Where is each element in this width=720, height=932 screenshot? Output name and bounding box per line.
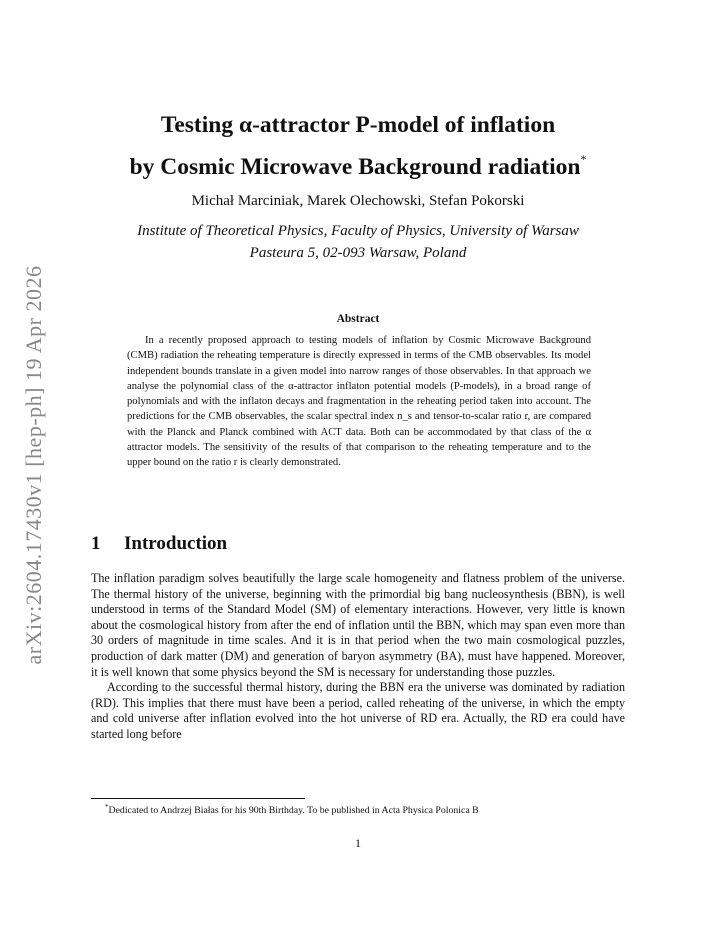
abstract-heading: Abstract xyxy=(336,313,380,325)
body-paragraph-1: The inflation paradigm solves beautifully the large scale homogeneity and flatness problem of the universe. The thermal history of the universe, beginning with the primordial big bang nucleosynthesis (BBN), is well understood in terms of the Standard Model (SM) of elementary interactions. However, very little is known about the cosmological history from after the end of inflation until the BBN, which may span even more than 30 orders of magnitude in time scales. And it is in that period when the two main cosmological puzzles, production of dark matter (DM) and generation of baryon asymmetry (BA), must have happened. Moreover, it is well known that some physics beyond the SM is necessary for understanding those puzzles. xyxy=(91,571,625,679)
title-line-2-text: by Cosmic Microwave Background radiation xyxy=(129,154,581,180)
affiliation-line-2: Pasteura 5, 02-093 Warsaw, Poland xyxy=(249,245,467,261)
author-list: Michał Marciniak, Marek Olechowski, Stefan Pokorski xyxy=(191,193,525,209)
title-line-1: Testing α-attractor P-model of inflation xyxy=(160,112,556,138)
section-heading xyxy=(91,533,227,555)
footnote-divider xyxy=(91,798,305,799)
footnote-mark: * xyxy=(105,803,109,811)
page-number: 1 xyxy=(355,836,361,850)
title-footnote-mark: * xyxy=(580,152,587,166)
affiliation xyxy=(90,220,626,264)
footnote-text: Dedicated to Andrzej Białas for his 90th Birthday. To be published in Acta Physica Polonica B xyxy=(108,805,479,816)
paper-title xyxy=(90,108,626,184)
section-number: 1 xyxy=(91,533,101,554)
title-line-2 xyxy=(90,142,626,184)
affiliation-line-1: Institute of Theoretical Physics, Faculty of Physics, University of Warsaw xyxy=(137,223,579,239)
abstract-text: In a recently proposed approach to testing models of inflation by Cosmic Microwave Background (CMB) radiation the reheating temperature is directly expressed in terms of the CMB observables. Its model independent bounds translate in a given model into narrow ranges of those observables. In that approach we analyse the polynomial class of the α-attractor inflaton potential models (P-models), in a broad range of polynomials and with the inflaton decays and fragmentation in the reheating period taken into account. The predictions for the CMB observables, the scalar spectral index n_s and tensor-to-scalar ratio r, are compared with the Planck and Planck combined with ACT data. Both can be accommodated by that class of the α attractor models. The sensitivity of the results of that comparison to the reheating temperature and to the upper bound on the ratio r is clearly demonstrated. xyxy=(127,335,591,469)
section-body xyxy=(91,571,625,743)
section-title: Introduction xyxy=(124,533,228,554)
body-paragraph-2: According to the successful thermal history, during the BBN era the universe was dominated by radiation (RD). This implies that there must have been a period, called reheating of the universe, in which the empty and cold universe after inflation evolved into the hot universe of RD era. Actually, the RD era could have started long before xyxy=(91,680,625,741)
footnote xyxy=(105,803,625,816)
arxiv-identifier-stamp: arXiv:2604.17430v1 [hep-ph] 19 Apr 2026 xyxy=(21,265,46,665)
